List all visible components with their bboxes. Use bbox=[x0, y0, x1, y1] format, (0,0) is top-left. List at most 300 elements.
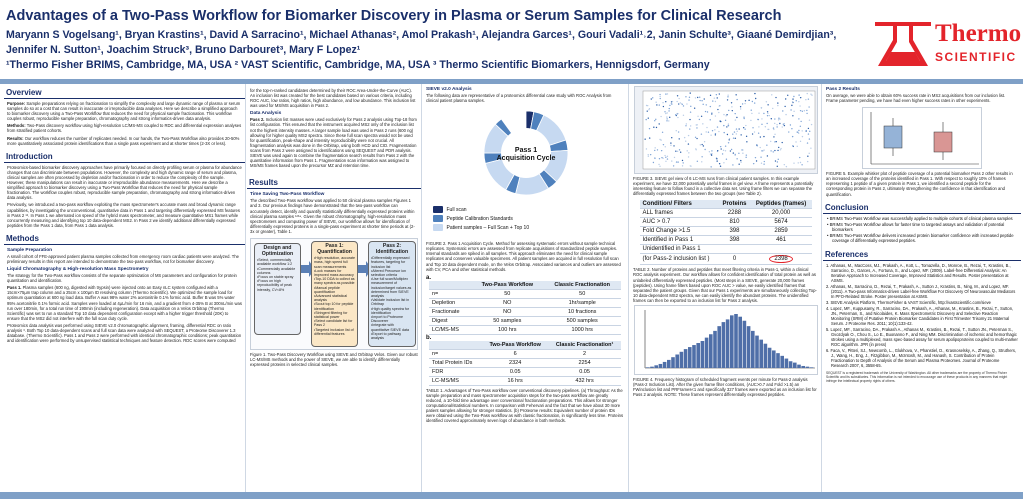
gel-frame-point bbox=[677, 161, 678, 162]
gel-frame-point bbox=[752, 163, 753, 164]
gel-frame-point bbox=[662, 158, 663, 159]
workflow-box-line: •Stringent filtering for statistical power bbox=[314, 310, 348, 319]
gel-frame-point bbox=[793, 111, 794, 112]
legend-item bbox=[433, 215, 625, 222]
gel-frame-point bbox=[754, 98, 755, 99]
results-text: Our workflow reduces the number of replicates needed. In our hands, the Two-Pass Workflow also provides 20-50% more quantitatively associated protein identifications than a single pass experiment and at shorter times (2-3X or less). bbox=[7, 135, 240, 146]
lc-paragraph-3: Proteomics data analysis was performed using SIEVE v2.0 chromatographic alignment, framing, differential RDC on ratio analysis ³. Both Top 10 data-dependent scans and full scan data were analyzed with SEQUEST, a Proteome Discoverer 1.3 database. (Thermo Scientific). Pass 1 and Pass 2 were performed with identical chromatographic conditions; peak quantitation and identification were performed by unsupervised statistical techniques and feature detection. RDC scores were computed bbox=[7, 322, 242, 344]
workflow-box-line: •Scout top 10 for peptide identification bbox=[314, 302, 354, 311]
gel-frame-point bbox=[763, 163, 764, 164]
gel-frame-point bbox=[666, 156, 667, 157]
gel-frame-point bbox=[687, 135, 688, 136]
workflow-box-title: Pass 2: Identification bbox=[375, 242, 409, 255]
gel-frame-point bbox=[661, 132, 662, 133]
table-cell bbox=[718, 245, 750, 254]
pie-title-line1: Pass 1 bbox=[514, 147, 537, 155]
figure-2-pie bbox=[427, 107, 625, 239]
gel-frame-point bbox=[800, 121, 801, 122]
legend-item bbox=[433, 206, 625, 213]
histogram-bar bbox=[658, 364, 662, 368]
reference-item: 1. Athanas, M., MacCoss, MJ., Prakash, A., Kott, L., Tomazella, D., Monroe, B., Rezai, T., Krastins, B., Sarracino, D., Garces, A., Fortuna, S., and Lopez, MF. (2009). Label-free Differential Analysis: An Iterative Approach to Increased Coverage, Improved Statistics and Results. Poster presentation at ASMS. bbox=[826, 263, 1011, 284]
gel-frame-point bbox=[711, 112, 712, 113]
figure-5-caption: FIGURE 5. Example whisker plot of peptide coverage of a potential biomarker Pass 2 other results in an increased coverage of the proteins identified in Pass 1. With respect to roughly 10% of frames representing 1 peptide of a given protein in Pass 1, we identified a second peptide for the corresponding protein in Pass 2, ultimately strengthening the confidence in that identification and quantification. bbox=[826, 171, 1013, 197]
table-cell: 6 bbox=[482, 349, 548, 358]
gel-frame-point bbox=[766, 111, 767, 112]
table-cell: Unidentified in Pass 1 bbox=[640, 245, 719, 254]
gel-frame-point bbox=[670, 145, 671, 146]
gel-frame-point bbox=[736, 158, 737, 159]
gel-frame-point bbox=[732, 133, 733, 134]
gel-frame-point bbox=[682, 162, 683, 163]
gel-frame-point bbox=[710, 155, 711, 156]
gel-frame-point bbox=[664, 155, 665, 156]
gel-frame-point bbox=[666, 112, 667, 113]
gel-frame-point bbox=[797, 162, 798, 163]
gel-frame-point bbox=[658, 104, 659, 105]
histogram-bar bbox=[793, 363, 797, 368]
gel-frame-point bbox=[760, 163, 761, 164]
histogram-bar bbox=[675, 355, 679, 369]
legend-swatch bbox=[433, 206, 443, 213]
gel-frame-point bbox=[706, 111, 707, 112]
gel-frame-point bbox=[758, 126, 759, 127]
table-header-cell: Two-Pass Workflow bbox=[471, 281, 543, 290]
gel-frame-point bbox=[689, 111, 690, 112]
gel-frame-point bbox=[726, 134, 727, 135]
workflow-box-line: •Export to pathway analysis bbox=[371, 331, 402, 341]
histogram-bar bbox=[738, 317, 742, 368]
purpose-label: Purpose: bbox=[7, 101, 26, 106]
figure-3-gel-view bbox=[634, 86, 818, 174]
gel-frame-point bbox=[645, 105, 646, 106]
gel-frame-point bbox=[763, 136, 764, 137]
table-2-caption: TABLE 2. Number of proteins and peptides that meet filtering criteria in Pass-1, within a clinical ROC analysis experiment. Our workflow allows for confident identification of total protein as well as unlabeled differentially expressed peptides. (Most steps in a SIEVE, generate 20,000 frames (peptides). Using frame filters based upon ROC AUC > value, we easily identified frames that separated the patient groups. Given that our Pass 1 experiments are simultaneously collecting Top-10 data-dependent MS2 spectra, we can easily identify the abundant proteins. The unidentified frames can then be exported to an inclusion list for Pass 2 analysis. bbox=[633, 267, 817, 303]
gel-frame-point bbox=[777, 150, 778, 151]
gel-frame-point bbox=[647, 154, 648, 155]
histogram-bar bbox=[797, 365, 801, 368]
pie-legend bbox=[427, 206, 625, 231]
legend-item bbox=[433, 224, 625, 231]
table-cell: Total Protein IDs bbox=[429, 358, 482, 367]
table-cell: Identified in Pass 1 bbox=[640, 236, 719, 245]
gel-frame-point bbox=[688, 97, 689, 98]
gel-frame-point bbox=[682, 115, 683, 116]
gel-frame-point bbox=[672, 165, 673, 166]
histogram-bar bbox=[717, 326, 721, 368]
gel-frame-point bbox=[810, 124, 811, 125]
gel-frame-point bbox=[678, 149, 679, 150]
gel-frame-point bbox=[751, 133, 752, 134]
gel-frame-point bbox=[798, 94, 799, 95]
gel-frame-point bbox=[656, 104, 657, 105]
figure-5-whisker-plot bbox=[862, 107, 982, 169]
workflow-box-line: •Focus on stable spray bbox=[257, 274, 294, 279]
gel-frame-point bbox=[686, 150, 687, 151]
workflow-box-line: •Advanced statistical analysis bbox=[314, 293, 348, 303]
legend-label: Peptide Calibration Standards bbox=[446, 215, 513, 222]
gel-frame-point bbox=[678, 98, 679, 99]
figure-3-caption: FIGURE 3. SIEVE gel view of 6 LC-MS runs from clinical patient samples. In this example experiment, we have 32,000 potentially useful frames in gel view. A frame represents a potentially interesting feature to follow found in a collective data set. Using frame filters we can separate the differentially expressed frames between the two groups (see Table 2). bbox=[633, 176, 814, 197]
gel-frame-point bbox=[768, 115, 769, 116]
gel-frame-point bbox=[783, 164, 784, 165]
table-cell: (for Pass-2 inclusion list ) bbox=[640, 254, 719, 265]
gel-frame-point bbox=[665, 113, 666, 114]
gel-frame-point bbox=[791, 128, 792, 129]
gel-frame-point bbox=[659, 96, 660, 97]
table-header-cell: Classic Fractionation¹ bbox=[548, 341, 621, 350]
workflow-box-pass1 bbox=[311, 241, 358, 347]
workflow-box-line: •Manual peptide quantification bbox=[314, 285, 340, 294]
gel-frame-point bbox=[732, 137, 733, 138]
table-cell: 16 hrs bbox=[482, 376, 548, 385]
conclusion-heading: Conclusion bbox=[823, 201, 1021, 214]
gel-frame-point bbox=[671, 103, 672, 104]
gel-frame-point bbox=[740, 160, 741, 161]
gel-frame-point bbox=[748, 100, 749, 101]
gel-frame-point bbox=[753, 131, 754, 132]
table-cell bbox=[751, 254, 812, 265]
gel-frame-point bbox=[744, 129, 745, 130]
workflow-box-line: •Integrate with quantitative SIEVE data bbox=[371, 323, 409, 332]
gel-frame-point bbox=[785, 166, 786, 167]
gel-frame-point bbox=[648, 108, 649, 109]
table-cell: 398 bbox=[718, 236, 750, 245]
sample-prep-heading: Sample Preparation bbox=[7, 247, 53, 253]
gel-frame-point bbox=[662, 144, 663, 145]
gel-frame-point bbox=[791, 105, 792, 106]
gel-frame-point bbox=[799, 97, 800, 98]
gel-frame-point bbox=[711, 153, 712, 154]
gel-frame-point bbox=[703, 98, 704, 99]
gel-frame-point bbox=[689, 128, 690, 129]
gel-frame-point bbox=[776, 124, 777, 125]
histogram-bar bbox=[788, 361, 792, 368]
gel-frame-point bbox=[658, 123, 659, 124]
gel-frame-point bbox=[722, 150, 723, 151]
table-cell: 461 bbox=[751, 236, 812, 245]
table-cell: NO bbox=[471, 298, 543, 307]
gel-frame-point bbox=[727, 142, 728, 143]
gel-frame-point bbox=[746, 141, 747, 142]
column-5 bbox=[823, 84, 1021, 492]
column-2 bbox=[247, 84, 422, 492]
gel-frame-point bbox=[799, 141, 800, 142]
histogram-bar bbox=[662, 362, 666, 368]
table-row bbox=[429, 316, 621, 325]
histogram-bar bbox=[809, 367, 813, 368]
gel-frame-point bbox=[695, 149, 696, 150]
gel-frame-point bbox=[777, 159, 778, 160]
conclusion-list bbox=[823, 216, 1021, 244]
gel-frame-point bbox=[736, 99, 737, 100]
workflow-box-line: •Select, commercially available workflow 1:2 bbox=[257, 258, 293, 267]
logo-text-thermo: Thermo bbox=[935, 20, 1022, 47]
gel-frame-point bbox=[766, 115, 767, 116]
gel-frame-point bbox=[756, 145, 757, 146]
gel-frame-point bbox=[736, 117, 737, 118]
histogram-bar bbox=[650, 367, 654, 368]
gel-frame-point bbox=[808, 138, 809, 139]
histogram-bar bbox=[725, 319, 729, 368]
gel-frame-point bbox=[734, 113, 735, 114]
gel-frame-point bbox=[676, 101, 677, 102]
gel-frame-point bbox=[787, 95, 788, 96]
gel-frame-point bbox=[760, 156, 761, 157]
table-cell: n= bbox=[429, 349, 482, 358]
gel-frame-point bbox=[685, 123, 686, 124]
gel-frame-point bbox=[758, 113, 759, 114]
gel-frame-point bbox=[765, 101, 766, 102]
gel-frame-point bbox=[740, 134, 741, 135]
table-1a-label: a. bbox=[426, 274, 432, 281]
sample-prep-text: A small cohort of FFE-approved patient plasma samples collected from emergency room cardiac patients were analyzed. The preliminary results in this report are intended to demonstrate the two-pass workflow, not for biomarker discovery. bbox=[7, 253, 239, 264]
table-row bbox=[429, 367, 621, 376]
gel-frame-point bbox=[725, 159, 726, 160]
histogram-bar bbox=[692, 345, 696, 368]
gel-frame-point bbox=[795, 100, 796, 101]
figure-1-workflow bbox=[250, 238, 418, 350]
gel-frame-point bbox=[792, 98, 793, 99]
table-cell: 50 bbox=[471, 289, 543, 298]
results-text: The described Two-Pass workflow was applied to 50 clinical plasma samples Figures 1 and 3. Our previous findings have demonstrated that the two-pass workflow can accurately detect, identify and quantify statistically differentially expressed proteins within clinical plasma samples ¹²³⁴. Given the robust chromatography, high-resolution mass spectrometers and computing power of SIEVE, our workflow allows for identification of differentially expressed proteins in a single-pass experiment at shorter time periods at (2-3x or greater), Table 1. bbox=[250, 198, 415, 234]
gel-frame-point bbox=[702, 104, 703, 105]
workflow-box-line: •Validate inclusion list in Orbitrap bbox=[371, 298, 410, 307]
workflow-box-title: Pass 1: Quantification bbox=[317, 242, 352, 255]
affiliations: ¹Thermo Fisher BRIMS, Cambridge, MA, USA ² VAST Scientific, Cambridge, MA, USA ³ Thermo Scientific Biomarkers, Hennigsdorf, Germany bbox=[6, 59, 710, 71]
table-cell: 810 bbox=[718, 218, 750, 227]
gel-frame-point bbox=[700, 116, 701, 117]
gel-frame-point bbox=[709, 106, 710, 107]
gel-frame-point bbox=[745, 154, 746, 155]
results-label: Results: bbox=[7, 135, 24, 141]
histogram-bar bbox=[721, 322, 725, 368]
table-cell: ALL frames bbox=[640, 209, 719, 218]
workflow-box-pass2 bbox=[368, 241, 416, 347]
figure-4-histogram bbox=[634, 305, 818, 375]
gel-frame-point bbox=[668, 108, 669, 109]
table-row bbox=[429, 298, 621, 307]
gel-frame-point bbox=[738, 164, 739, 165]
gel-frame-point bbox=[775, 141, 776, 142]
gel-frame-point bbox=[790, 109, 791, 110]
conclusion-item: • BRIMS Two-Pass Workflow was successfully applied to multiple cohorts of clinical plasma samples bbox=[827, 215, 1013, 221]
histogram-bar bbox=[646, 367, 650, 368]
gel-frame-point bbox=[714, 133, 715, 134]
gel-frame-point bbox=[652, 97, 653, 98]
gel-frame-point bbox=[673, 145, 674, 146]
gel-frame-point bbox=[675, 130, 676, 131]
gel-frame-point bbox=[716, 158, 717, 159]
gel-frame-point bbox=[809, 131, 810, 132]
gel-frame-point bbox=[759, 136, 760, 137]
table-1b-label: b. bbox=[426, 334, 432, 341]
gel-frame-point bbox=[671, 160, 672, 161]
references-list bbox=[823, 263, 1021, 369]
table-row bbox=[640, 254, 812, 265]
gel-frame-point bbox=[709, 119, 710, 120]
gel-frame-point bbox=[679, 102, 680, 103]
time-saving-heading: Time Saving Two-Pass Workflow bbox=[250, 192, 325, 198]
intro-paragraph-1: Proteomics-based biomarker discovery approaches have primarily focused on directly profiling serum or plasma for abundance changes that can discriminate between populations. However, the complexity and high dynamic range of serum and plasma, clinical samples are often processed by depletion and/or fractionation in order to reduce the complexity of the sample. However, these manipulations can result in inaccurate or irreproducible abundance measurements. Here we describe a simplified approach to biomarker discovery using a Two-Pass Workflow that reduces the need for physical sample fractionation. The workflow couples robust, reproducible sample preparation, chromatography and strong informatics-driven data analysis. bbox=[7, 164, 242, 201]
gel-view-scatter bbox=[635, 87, 819, 175]
gel-frame-point bbox=[799, 105, 800, 106]
gel-frame-point bbox=[744, 103, 745, 104]
gel-frame-point bbox=[723, 125, 724, 126]
histogram-bar bbox=[801, 366, 805, 368]
overview-purpose bbox=[4, 101, 245, 123]
gel-frame-point bbox=[721, 153, 722, 154]
gel-frame-point bbox=[662, 106, 663, 107]
gel-frame-point bbox=[713, 97, 714, 98]
gel-frame-point bbox=[772, 151, 773, 152]
gel-frame-point bbox=[716, 160, 717, 161]
histogram-bar bbox=[683, 349, 687, 368]
references-heading: References bbox=[823, 248, 1021, 261]
poster-title: Advantages of a Two-Pass Workflow for Biomarker Discovery in Plasma or Serum Samples for Clinical Research bbox=[6, 8, 782, 24]
gel-frame-point bbox=[781, 142, 782, 143]
overview-results bbox=[4, 136, 245, 148]
histogram-bar bbox=[730, 315, 734, 368]
histogram-bar bbox=[763, 344, 767, 368]
gel-frame-point bbox=[647, 156, 648, 157]
workflow-box-line: •High quality spectra for identification bbox=[371, 306, 410, 315]
gel-frame-point bbox=[676, 113, 677, 114]
legend-label: Full scan bbox=[446, 206, 467, 213]
table-cell: 5674 bbox=[751, 218, 812, 227]
histogram-bar bbox=[746, 326, 750, 368]
table-cell: Digest bbox=[429, 316, 471, 325]
gel-frame-point bbox=[655, 127, 656, 128]
gel-frame-point bbox=[705, 104, 706, 105]
gel-frame-point bbox=[763, 149, 764, 150]
histogram-bar bbox=[772, 350, 776, 368]
gel-frame-point bbox=[697, 116, 698, 117]
table-row bbox=[640, 236, 812, 245]
histogram-bar bbox=[679, 352, 683, 368]
gel-frame-point bbox=[669, 105, 670, 106]
histogram-bar bbox=[696, 343, 700, 368]
gel-frame-point bbox=[720, 121, 721, 122]
gel-frame-point bbox=[774, 150, 775, 151]
gel-frame-point bbox=[656, 149, 657, 150]
gel-frame-point bbox=[773, 136, 774, 137]
gel-frame-point bbox=[751, 101, 752, 102]
gel-frame-point bbox=[766, 155, 767, 156]
gel-frame-point bbox=[718, 163, 719, 164]
table-cell: 100 hrs bbox=[471, 325, 543, 334]
gel-frame-point bbox=[711, 130, 712, 131]
gel-frame-point bbox=[745, 125, 746, 126]
gel-frame-point bbox=[761, 118, 762, 119]
gel-frame-point bbox=[696, 97, 697, 98]
data-analysis-body: Inclusion list masses were used exclusively for Pass 2 analysis using Top-18 from list configuration. This ensured that the instrument acquired MS2 only of the inclusion list not the highest intensity masses. A larger sample load was used in Pass 2 runs (600 ng) allowing for higher quality MS2 spectra. Since these full scan spectra would not be used for quantification, peak-shape and intensity reproducibility were not crucial. All fragmentation analysis was done in the Orbitrap, using both HCD and CID. Fragmentation scans from Pass 2 were assigned to identifications using SEQUEST and PDR analysis. SIEVE was used again to combine the fragmentation search results from Pass 2 with the quantitative information from Pass 1. Fragmentation scan information was assigned to MS/MS frames based upon the precursor MZ and retention time. bbox=[250, 117, 417, 169]
gel-frame-point bbox=[702, 123, 703, 124]
gel-frame-point bbox=[665, 101, 666, 102]
gel-frame-point bbox=[736, 131, 737, 132]
gel-frame-point bbox=[696, 161, 697, 162]
methods-heading: Methods bbox=[4, 232, 245, 245]
gel-frame-point bbox=[646, 110, 647, 111]
table-row bbox=[429, 376, 621, 385]
gel-frame-point bbox=[688, 99, 689, 100]
gel-frame-point bbox=[704, 149, 705, 150]
table-row bbox=[429, 307, 621, 316]
gel-frame-point bbox=[653, 127, 654, 128]
histogram-bar bbox=[805, 367, 809, 368]
gel-frame-point bbox=[772, 127, 773, 128]
pass2-results-heading: Pass 2 Results bbox=[826, 87, 860, 92]
gel-frame-point bbox=[810, 93, 811, 94]
reference-item: 6. Faca, V., Pitteri, SJ., Newcomb, L., Glukhova, V., Phanstiel, D., Krasnoselsky, A., Zhang, Q., Struthers, J., Wang, H., Eng, J., Fitzgibbon, M., McIntosh, M., and Hanash, S. Contribution of Protein Fractionation to Depth of Analysis of the Serum and Plasma Proteomes. Journal of Proteome Research 2007, 6, 3558-65. bbox=[826, 348, 1017, 369]
gel-frame-point bbox=[768, 129, 769, 130]
gel-frame-point bbox=[785, 114, 786, 115]
gel-frame-point bbox=[793, 96, 794, 97]
gel-frame-point bbox=[795, 141, 796, 142]
gel-frame-point bbox=[724, 145, 725, 146]
gel-frame-point bbox=[808, 153, 809, 154]
gel-frame-point bbox=[792, 115, 793, 116]
workflow-box-line: •Lock masses for improved mass accuracy bbox=[314, 268, 354, 277]
gel-frame-point bbox=[801, 130, 802, 131]
gel-frame-point bbox=[707, 132, 708, 133]
gel-frame-point bbox=[761, 150, 762, 151]
gel-frame-point bbox=[774, 123, 775, 124]
table-row bbox=[640, 218, 812, 227]
workflow-box-line: •Focus on high reproducibility of peak intensity, CV<8% bbox=[257, 279, 292, 292]
gel-frame-point bbox=[660, 150, 661, 151]
gel-frame-point bbox=[696, 138, 697, 139]
table-cell: 2 bbox=[548, 349, 621, 358]
poster-header bbox=[0, 0, 1023, 78]
table-cell: 1hr/sample bbox=[543, 298, 621, 307]
gel-frame-point bbox=[694, 137, 695, 138]
pass1-label: Pass 1. bbox=[7, 285, 22, 291]
intro-paragraph-2: Previously, we introduced a two-pass workflow exploiting the mass spectrometer's accurate mass and broad dynamic range capabilities, by investigating the unconventional, quantitative data in Pass 1 and targeting differentially expressed MS features in Pass 2 ¹². In Pass 1 we alternated ion speed of the hybrid mass spectrometer, and measure quantitative MS1 frames while concurrently measuring and identifying top 10 data-dependent MS2. In Pass 2 we identify additional differentially expressed peptides from the Pass 1 data, from Pass 1 data analysis. bbox=[7, 202, 240, 228]
table-cell: LC/MS-MS bbox=[429, 325, 471, 334]
gel-frame-point bbox=[799, 110, 800, 111]
histogram-bar bbox=[709, 334, 713, 368]
gel-frame-point bbox=[779, 149, 780, 150]
gel-frame-point bbox=[792, 145, 793, 146]
gel-frame-point bbox=[645, 148, 646, 149]
table-1-caption: TABLE 1. Advantages of Two-Pass workflow over conventional discovery pipelines. (a) Throughput: As the sample preparation and mass spectrometer acquisition steps for the two-pass workflow are greatly reduced, a 10-fold time advantage over conventional fractionation preparations. This allows for stronger computational/statistical numbers. In comparison with Fehervari and the fact that we have about 30 more patient samples allowing for stronger statistics. (b) Proteome results: Equivalent number of protein IDs were obtained using the Two-Pass workflow as with classic fractionation, in significantly less time. Proteins identified covered approximately seven logs of abundance in both methods. bbox=[426, 387, 624, 424]
gel-frame-point bbox=[766, 123, 767, 124]
gel-frame-point bbox=[675, 161, 676, 162]
table-cell: 10 fractions bbox=[543, 307, 621, 316]
table-cell: AUC > 0.7 bbox=[640, 218, 719, 227]
workflow-box-title: Design and Optimization bbox=[261, 244, 294, 257]
gel-frame-point bbox=[683, 137, 684, 138]
table-cell: Fold Change >1.5 bbox=[640, 227, 719, 236]
trademark-footnote: SEQUEST is a registered trademark of the University of Washington. All other trademarks are the property of Thermo Fisher Scientific and its subsidiaries. This information is not intended to encourage use of these products in any manners that might infringe the intellectual property rights of others. bbox=[826, 371, 1008, 384]
gel-frame-point bbox=[734, 138, 735, 139]
gel-frame-point bbox=[649, 154, 650, 155]
gel-frame-point bbox=[678, 103, 679, 104]
table-cell: 50 samples bbox=[471, 316, 543, 325]
gel-frame-point bbox=[724, 120, 725, 121]
gel-frame-point bbox=[798, 118, 799, 119]
table-header-cell bbox=[429, 341, 482, 350]
gel-frame-point bbox=[745, 136, 746, 137]
gel-frame-point bbox=[774, 118, 775, 119]
gel-frame-point bbox=[689, 92, 690, 93]
figure-4-caption: FIGURE 4. Frequency histogram of scheduled fragment events per minute for Pass-2 analysis (Pass-2 Inclusion List). After the given frame filter conditions, (AUC>0.7 and Fold >1.5) an FWinclusion list and PRFrames<1 and specifically 327 frames were exported as an inclusion list for Pass 2 analysis. NOTE: These frames represent differentially expressed peptides. bbox=[633, 377, 817, 398]
frequency-histogram bbox=[635, 306, 819, 376]
gel-frame-point bbox=[791, 101, 792, 102]
gel-frame-point bbox=[770, 118, 771, 119]
gel-frame-point bbox=[805, 99, 806, 100]
table-2-frame-filters bbox=[640, 200, 812, 265]
